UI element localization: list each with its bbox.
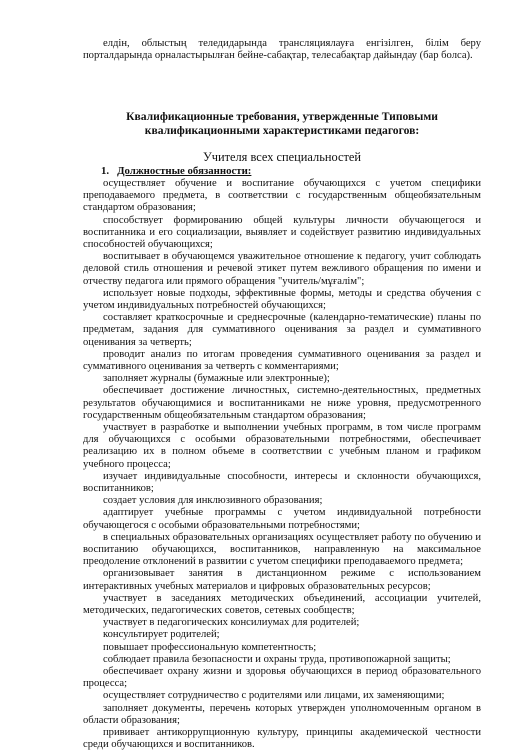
duty-item: повышает профессиональную компетентность; — [103, 641, 317, 653]
duty-item: участвует в педагогических консилиумах для родителей; — [103, 617, 360, 629]
duties-list — [83, 178, 481, 751]
duty-item: воспитывает в обучающемся уважительное отношение к педагогу, учит соблюдать деловой стиль отношения и речевой этикет путем вежливого обращения по имени и отчеству педагога или прямого обращения "учитель/мұғалім"; — [83, 251, 481, 287]
duty-item: адаптирует учебные программы с учетом индивидуальной потребности обучающегося с особыми образовательными потребностями; — [83, 507, 481, 531]
duty-item: консультирует родителей; — [103, 629, 220, 641]
section-label: Должностные обязанности: — [117, 165, 252, 178]
section-heading — [83, 165, 481, 178]
duty-item: составляет краткосрочные и среднесрочные (календарно-тематические) планы по предметам, задания для суммативного оценивания за раздел и суммативного оценивания за четверть; — [83, 312, 481, 348]
duty-item: в специальных образовательных организациях осуществляет работу по обучению и воспитанию обучающихся, воспитанников, направленную на максимальное преодоление отклонений в развитии с учетом специфики преподаваемого предмета; — [83, 531, 481, 568]
duty-item: заполняет журналы (бумажные или электронные); — [103, 373, 330, 385]
duty-item: обеспечивает охрану жизни и здоровья обучающихся в период образовательного процесса; — [83, 666, 481, 690]
duty-item: участвует в разработке и выполнении учебных программ, в том числе программ для обучающихся с особыми образовательными потребностями, обеспечивает реализацию их в полном объеме в соответствии с учебным планом и графиком учебного процесса; — [83, 421, 481, 470]
intro-paragraph: елдін, облыстың теледидарында трансляциялауға енгізілген, білім беру порталдарында орналастырылған бейне-сабақтар, телесабақтар дайындау (бар болса). — [83, 38, 481, 62]
document-title: Квалификационные требования, утвержденные Типовыми квалификационными характеристиками педагогов: — [126, 110, 438, 138]
duty-item: осуществляет обучение и воспитание обучающихся с учетом специфики преподаваемого предмета, в соответствии с государственным общеобязательным стандартом образования; — [83, 177, 481, 214]
duty-item: осуществляет сотрудничество с родителями или лицами, их заменяющими; — [103, 690, 445, 702]
duty-item: способствует формированию общей культуры личности обучающегося и воспитанника и его социализации, выявляет и содействует развитию индивидуальных способностей обучающихся; — [83, 214, 481, 250]
duty-item: соблюдает правила безопасности и охраны труда, противопожарной защиты; — [103, 653, 451, 665]
duty-item: проводит анализ по итогам проведения суммативного оценивания за раздел и суммативного оценивания за четверть с комментариями; — [83, 348, 481, 372]
duty-item: использует новые подходы, эффективные формы, методы и средства обучения с учетом индивидуальных потребностей обучающихся; — [83, 287, 481, 311]
duty-item: изучает индивидуальные способности, интересы и склонности обучающихся, воспитанников; — [83, 470, 481, 494]
duty-item: прививает антикоррупционную культуру, принципы академической честности среди обучающихся и воспитанников. — [83, 727, 481, 751]
document-subtitle: Учителя всех специальностей — [202, 150, 362, 165]
duty-item: участвует в заседаниях методических объединений, ассоциации учителей, методических, педагогических советов, сетевых сообществ; — [83, 592, 481, 617]
duty-item: заполняет документы, перечень которых утвержден уполномоченным органом в области образования; — [83, 702, 481, 726]
duty-item: создает условия для инклюзивного образования; — [103, 495, 323, 507]
section-number: 1. — [101, 165, 110, 178]
duty-item: обеспечивает достижение личностных, системно-деятельностных, предметных результатов обучающимися и воспитанниками не ниже уровня, предусмотренного государственным общеобязательным стандартом образования; — [83, 385, 481, 421]
duty-item: организовывает занятия в дистанционном режиме с использованием интерактивных учебных материалов и цифровых образовательных ресурсов; — [83, 568, 481, 592]
